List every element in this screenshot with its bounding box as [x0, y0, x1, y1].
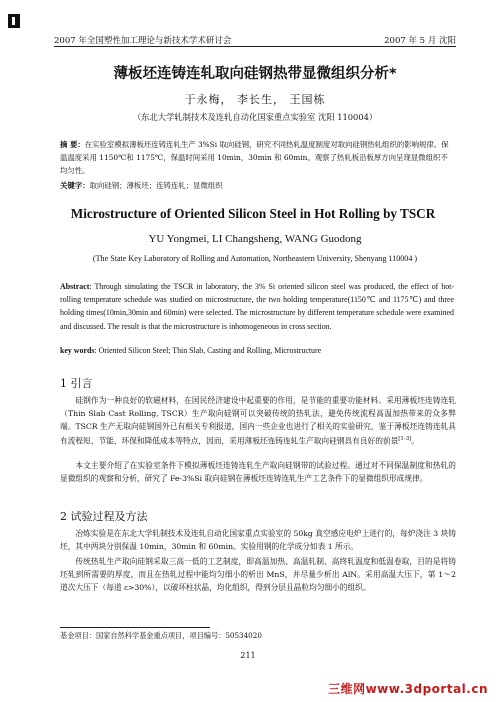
- site-watermark: 三维网www.3dportal.cn: [328, 682, 488, 696]
- section-1-paragraph-1: [60, 394, 456, 448]
- running-header: [54, 34, 456, 46]
- section-1-heading: 1 引言: [60, 377, 93, 390]
- english-abstract-label: Abstract: [60, 282, 90, 291]
- english-title: Microstructure of Oriented Silicon Steel in Hot Rolling by TSCR: [70, 206, 436, 221]
- chinese-title: 薄板坯连铸连轧取向硅钢热带显微组织分析*: [113, 66, 397, 82]
- section-2-paragraph-1: 冶炼实验是在东北大学轧制技术及连轧自动化国家重点实验室的 50kg 真空感应电炉上进行的，每炉浇注 3 块铸坯，其中两块分别保温 10min，30min 和 60min。实验用钢的化学成分如表 1 所示。: [60, 529, 456, 551]
- corner-mark-icon: [8, 14, 20, 28]
- section-1-paragraph-2: 本文主要介绍了在实验室条件下模拟薄板坯连铸连轧生产取向硅钢带的试验过程。通过对不同保温制度和热轧的显微组织的观察和分析，研究了 Fe-3%Si 取向硅钢在薄板坯连铸连轧生产工艺条件下的显微组织形成规律。: [60, 461, 456, 483]
- header-conference: 2007 年全国塑性加工理论与新技术学术研讨会: [54, 36, 232, 46]
- english-keywords-text: : Oriented Silicon Steel; Thin Slab, Casting and Rolling, Microstructure: [94, 346, 322, 355]
- header-divider: [54, 46, 456, 47]
- chinese-keywords-text: 取向硅钢；薄板坯；连铸连轧；显微组织: [89, 181, 223, 190]
- funding-footnote: 基金项目：国家自然科学基金重点项目，项目编号：50534020: [60, 631, 262, 640]
- chinese-keywords: [60, 180, 454, 191]
- english-keywords: [60, 346, 454, 355]
- section-1-paragraph-1-text: 硅钢作为一种良好的软磁材料，在国民经济建设中起重要的作用，是节能的重要功能材料。采用薄板坯连铸连轧（Thin Slab Cast Rolling, TSCR）生产取向硅钢可以突破传统的热轧法，避免传统流程高温加热带来的众多弊端。TSCR 生产无取向硅钢国外已有相关专利报道，国内一些企业也进行了相关的实验研究，鉴于薄板坯连铸连轧具有流程短、节能、环保和降低成本等特点，因而，采用薄板坯连铸连轧生产取向硅钢具有良好的前景: [60, 396, 456, 446]
- chinese-keywords-label: 关键字：: [60, 181, 90, 190]
- english-abstract-text: : Through simulating the TSCR in laboratory, the 3% Si oriented silicon steel was produced, the effect of hot-rolling temperature schedule was studied on microstructure, the two holding temperature(1150℃ and 1175℃) and three holding times(10min,30min and 60min) were selected. The microstructure by different temperature schedule were examined and discussed. The result is that the microstructure is inhomogeneous in cross section.: [60, 282, 454, 331]
- english-affiliation: (The State Key Laboratory of Rolling and Automation, Northeastern University, Shenyang 110004 ): [92, 254, 418, 263]
- chinese-abstract: [60, 138, 454, 177]
- chinese-abstract-label: 摘 要：: [60, 140, 85, 149]
- page-number: 211: [240, 651, 256, 660]
- english-abstract: [60, 280, 454, 333]
- chinese-affiliation: （东北大学轧制技术及连轧自动化国家重点实验室 沈阳 110004）: [132, 112, 378, 122]
- header-date: 2007 年 5 月 沈阳: [384, 36, 456, 46]
- english-authors: YU Yongmei, LI Changsheng, WANG Guodong: [148, 233, 362, 245]
- chinese-authors: 于永梅， 李长生， 王国栋: [184, 93, 326, 106]
- citation-ref: [1-3]: [398, 436, 412, 442]
- english-keywords-label: key words: [60, 346, 95, 355]
- section-1-paragraph-1-end: 。: [411, 436, 420, 446]
- section-2-heading: 2 试验过程及方法: [60, 510, 148, 523]
- footnote-divider: [60, 627, 210, 628]
- section-2-paragraph-2: 传统热轧生产取向硅钢采取三高一低的工艺制度，即高温加热、高温轧制、高终轧温度和低温卷取，目的是将铸坯轧到所需要的厚度，而且在热轧过程中能均匀细小的析出 MnS，并尽量少析出 AlN。采用高温大压下，第 1～2 道次大压下（每道 ε>30%），以破坏柱状晶，均化组织，得到分层且晶粒均匀细小的组织。: [60, 557, 456, 592]
- chinese-abstract-text: 在实验室模拟薄板坯连铸连轧生产 3%Si 取向硅钢，研究不同热轧温度制度对取向硅钢热轧组织的影响规律。保温温度采用 1150℃和 1175℃，保温时间采用 10min，30min 和 60min。观察了热轧板沿板厚方向呈现显微组织不均匀性。: [60, 140, 449, 175]
